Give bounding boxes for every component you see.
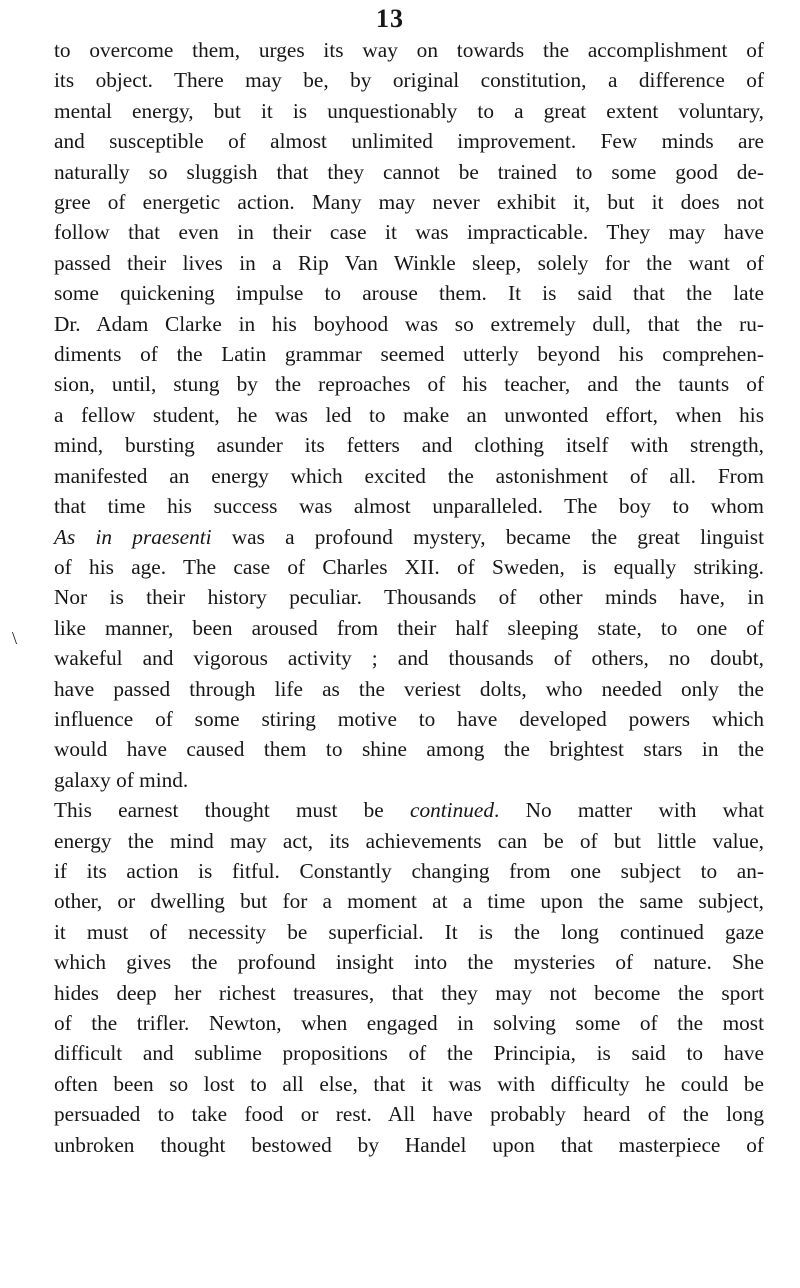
text-line: naturally so sluggish that they cannot be trained to some good de- [54, 159, 764, 184]
text-line: difficult and sublime propositions of the Principia, is said to have [54, 1041, 764, 1066]
text-line: follow that even in their case it was impracticable. They may have [54, 220, 764, 245]
text-line: energy the mind may act, its achievements can be of but little value, [54, 828, 764, 853]
text-line: influence of some stiring motive to have developed powers which [54, 706, 764, 731]
text-line: its object. There may be, by original constitution, a difference of [54, 68, 764, 93]
text-line: sion, until, stung by the reproaches of his teacher, and the taunts of [54, 372, 764, 397]
text-line: if its action is fitful. Constantly changing from one subject to an- [54, 858, 764, 883]
text-line: persuaded to take food or rest. All have probably heard of the long [54, 1102, 764, 1127]
text-line: wakeful and vigorous activity ; and thousands of others, no doubt, [54, 646, 764, 671]
text-line: of his age. The case of Charles XII. of Sweden, is equally striking. [54, 554, 764, 579]
text-line: diments of the Latin grammar seemed utterly beyond his comprehen- [54, 342, 764, 367]
text-line: it must of necessity be superficial. It is the long continued gaze [54, 919, 764, 944]
text-line: mental energy, but it is unquestionably to a great extent voluntary, [54, 98, 764, 123]
text-line: gree of energetic action. Many may never exhibit it, but it does not [54, 190, 764, 215]
text-line: some quickening impulse to arouse them. It is said that the late [54, 281, 764, 306]
text-line: Dr. Adam Clarke in his boyhood was so extremely dull, that the ru- [54, 311, 764, 336]
text-line: Nor is their history peculiar. Thousands of other minds have, in [54, 585, 764, 610]
text-line: passed their lives in a Rip Van Winkle sleep, solely for the want of [54, 250, 764, 275]
page-number: 13 [376, 4, 404, 33]
paragraph-1 [54, 35, 764, 795]
text-line: to overcome them, urges its way on towards the accomplishment of [54, 38, 764, 62]
body-text [54, 35, 764, 1160]
text-line: which gives the profound insight into the mysteries of nature. She [54, 950, 764, 975]
text-line: that time his success was almost unparalleled. The boy to whom [54, 494, 764, 519]
text-line: unbroken thought bestowed by Handel upon that masterpiece of [54, 1132, 764, 1157]
text-line: have passed through life as the veriest dolts, who needed only the [54, 676, 764, 701]
text-line: of the trifler. Newton, when engaged in solving some of the most [54, 1011, 764, 1035]
text-line: galaxy of mind. [54, 767, 189, 792]
text-line: would have caused them to shine among the brightest stars in the [54, 737, 764, 762]
paragraph-2 [54, 795, 764, 1160]
text-line: This earnest thought must be continued. No matter with what [54, 798, 765, 823]
text-line: hides deep her richest treasures, that they may not become the sport [54, 980, 764, 1005]
text-line: a fellow student, he was led to make an unwonted effort, when his [54, 402, 764, 427]
text-line: manifested an energy which excited the astonishment of all. From [54, 463, 764, 488]
text-line: As in praesenti was a profound mystery, became the great linguist [54, 524, 764, 549]
text-line: and susceptible of almost unlimited improvement. Few minds are [54, 129, 764, 154]
text-line: like manner, been aroused from their half sleeping state, to one of [54, 615, 764, 640]
text-line: other, or dwelling but for a moment at a time upon the same subject, [54, 889, 764, 914]
text-line: often been so lost to all else, that it was with difficulty he could be [54, 1071, 764, 1096]
text-line: mind, bursting asunder its fetters and clothing itself with strength, [54, 433, 764, 458]
margin-mark: \ [12, 628, 18, 648]
